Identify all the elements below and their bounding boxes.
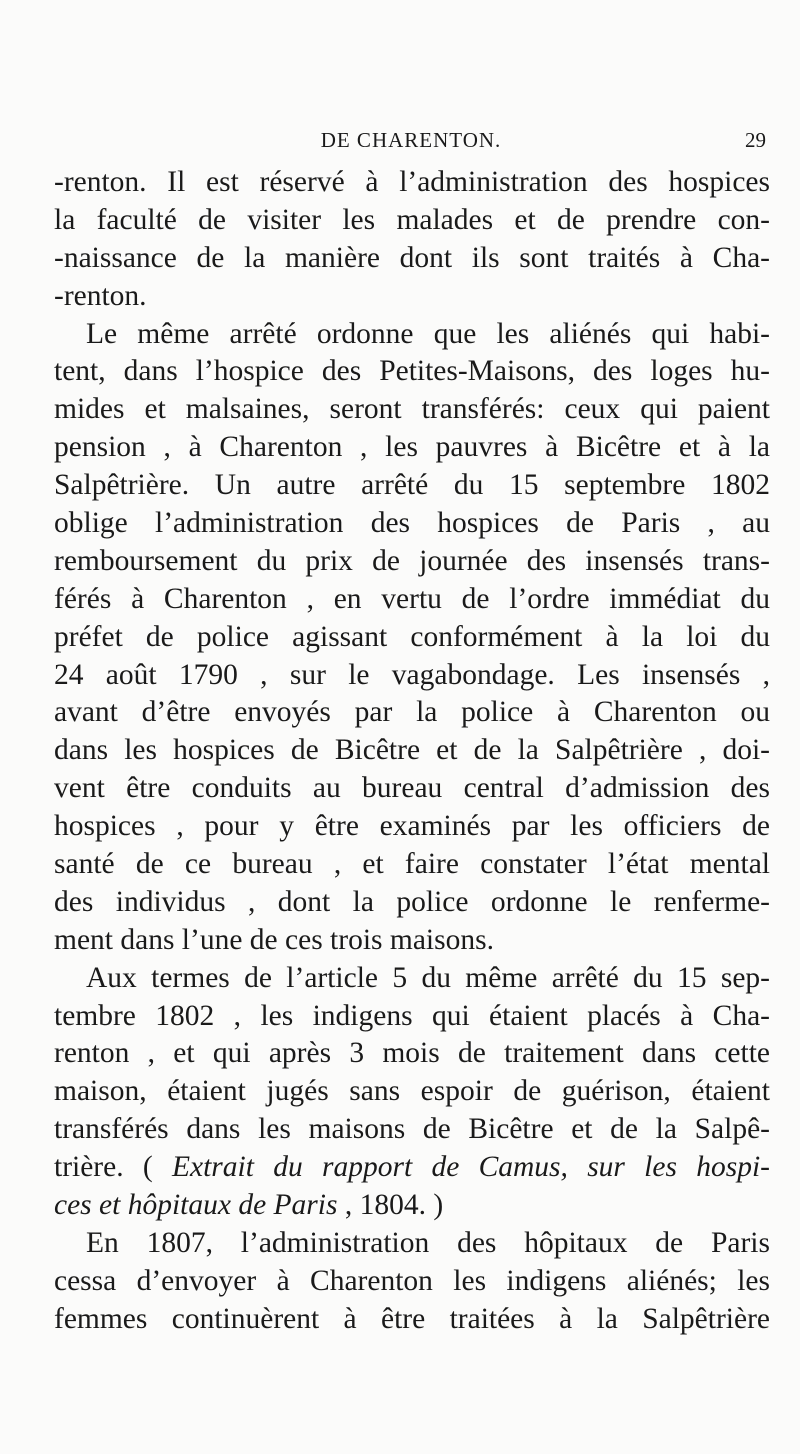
page-number: 29 xyxy=(745,128,766,152)
text-line: maison, étaient jugés sans espoir de guérison, étaient xyxy=(54,1075,770,1108)
text-line: femmes continuèrent à être traitées à la Salpêtrière xyxy=(54,1302,770,1335)
text-line: tent, dans l’hospice des Petites-Maisons, des loges hu- xyxy=(54,355,770,388)
citation-line xyxy=(54,1187,770,1225)
running-header xyxy=(56,128,766,158)
citation-line xyxy=(54,1149,770,1187)
running-title: DE CHARENTON. xyxy=(320,128,502,152)
text-line: férés à Charenton , en vertu de l’ordre immédiat du xyxy=(54,582,770,615)
page-body xyxy=(54,164,770,1339)
text-line: -naissance de la manière dont ils sont traités à Cha- xyxy=(54,241,770,274)
text-line: tembre 1802 , les indigens qui étaient placés à Cha- xyxy=(54,999,770,1032)
text-line: la faculté de visiter les malades et de prendre con- xyxy=(54,203,770,236)
text-line: hospices , pour y être examinés par les officiers de xyxy=(54,810,770,843)
text-line: Salpêtrière. Un autre arrêté du 15 septembre 1802 xyxy=(54,469,770,502)
text-line: Le même arrêté ordonne que les aliénés qui habi- xyxy=(86,317,770,350)
text-line: santé de ce bureau , et faire constater l’état mental xyxy=(54,848,770,881)
text-line: En 1807, l’administration des hôpitaux de Paris xyxy=(86,1226,770,1259)
citation-start: trière. ( xyxy=(54,1151,172,1184)
text-line: ment dans l’une de ces trois maisons. xyxy=(54,923,494,956)
text-line: 24 août 1790 , sur le vagabondage. Les insensés , xyxy=(54,658,770,691)
text-line: remboursement du prix de journée des insensés trans- xyxy=(54,544,770,577)
text-line: pension , à Charenton , les pauvres à Bicêtre et à la xyxy=(54,431,770,464)
text-line: renton , et qui après 3 mois de traitement dans cette xyxy=(54,1037,770,1070)
text-line: mides et malsaines, seront transférés: ceux qui paient xyxy=(54,393,770,426)
text-line: dans les hospices de Bicêtre et de la Salpêtrière , doi- xyxy=(54,734,770,767)
text-line: Aux termes de l’article 5 du même arrêté du 15 sep- xyxy=(86,961,770,994)
text-line: -renton. Il est réservé à l’administration des hospices xyxy=(54,166,770,198)
citation-end: , 1804. ) xyxy=(344,1189,444,1222)
text-line: -renton. xyxy=(54,279,147,312)
text-line: oblige l’administration des hospices de Paris , au xyxy=(54,507,770,540)
text-line: transférés dans les maisons de Bicêtre et de la Salpê- xyxy=(54,1113,770,1146)
text-line: vent être conduits au bureau central d’admission des xyxy=(54,772,770,805)
text-line: cessa d’envoyer à Charenton les indigens aliénés; les xyxy=(54,1264,770,1297)
text-line: avant d’être envoyés par la police à Charenton ou xyxy=(54,696,770,729)
citation-italic: Extrait du rapport de Camus, sur les hospi- xyxy=(172,1151,770,1184)
citation-italic: ces et hôpitaux de Paris xyxy=(54,1189,338,1222)
text-line: des individus , dont la police ordonne le renferme- xyxy=(54,885,770,918)
text-line: préfet de police agissant conformément à la loi du xyxy=(54,620,770,653)
